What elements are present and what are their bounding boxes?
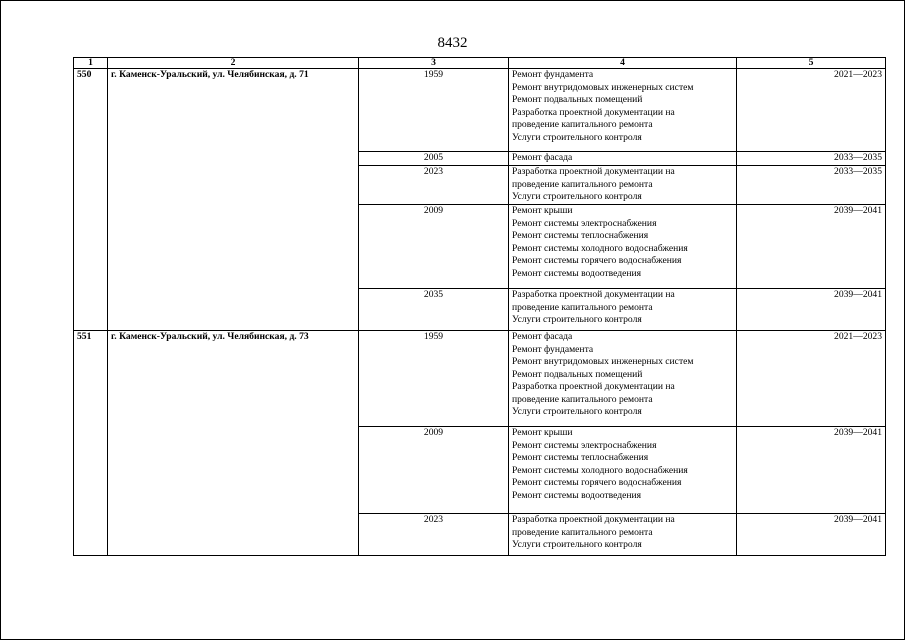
header-row <box>74 58 886 69</box>
column-header: 3 <box>359 58 509 69</box>
work-item: проведение капитального ремонта <box>512 301 653 313</box>
work-item: проведение капитального ремонта <box>512 178 653 190</box>
period-cell: 2039—2041 <box>737 427 886 514</box>
work-item: Разработка проектной документации на <box>512 514 675 525</box>
work-item: Ремонт системы теплоснабжения <box>512 452 649 463</box>
work-item: Ремонт системы холодного водоснабжения <box>512 464 688 476</box>
work-item: Ремонт системы электроснабжения <box>512 439 657 451</box>
work-item: Ремонт фасада <box>512 152 573 163</box>
work-item: Разработка проектной документации на <box>512 289 675 300</box>
column-header: 2 <box>108 58 359 69</box>
work-item: Ремонт подвальных помещений <box>512 94 643 105</box>
work-item: Ремонт крыши <box>512 205 573 216</box>
work-item: Услуги строительного контроля <box>512 406 642 417</box>
work-item: Ремонт системы водоотведения <box>512 267 642 279</box>
work-item: Услуги строительного контроля <box>512 314 642 325</box>
work-item: Разработка проектной документации на <box>512 166 675 177</box>
work-item: Ремонт фундамента <box>512 69 594 80</box>
entry-address: г. Каменск-Уральский, ул. Челябинская, д. 71 <box>108 69 359 331</box>
work-item: Ремонт фасада <box>512 331 573 342</box>
work-item: Ремонт системы теплоснабжения <box>512 230 649 241</box>
period-cell: 2039—2041 <box>737 205 886 289</box>
work-item: Услуги строительного контроля <box>512 131 642 143</box>
period-cell: 2021—2023 <box>737 69 886 152</box>
period-cell: 2033—2035 <box>737 166 886 205</box>
column-header: 1 <box>74 58 108 69</box>
work-item: проведение капитального ремонта <box>512 526 653 538</box>
work-item: Ремонт фундамента <box>512 343 594 355</box>
work-item: Ремонт крыши <box>512 427 573 438</box>
entry-number: 550 <box>74 69 108 331</box>
work-item: Ремонт системы горячего водоснабжения <box>512 255 682 266</box>
work-item: Ремонт внутридомовых инженерных систем <box>512 81 694 93</box>
column-header: 5 <box>737 58 886 69</box>
work-item: Разработка проектной документации на <box>512 381 675 392</box>
table-row <box>74 331 886 427</box>
work-item: Ремонт системы водоотведения <box>512 489 642 501</box>
year-cell: 2005 <box>359 152 509 166</box>
entry-address: г. Каменск-Уральский, ул. Челябинская, д. 73 <box>108 331 359 556</box>
year-cell: 2023 <box>359 166 509 205</box>
period-cell: 2039—2041 <box>737 289 886 331</box>
works-cell <box>509 427 737 514</box>
works-cell <box>509 69 737 152</box>
works-cell <box>509 205 737 289</box>
table-row <box>74 69 886 152</box>
work-item: Ремонт внутридомовых инженерных систем <box>512 356 694 367</box>
work-item: Ремонт подвальных помещений <box>512 368 643 380</box>
table-body <box>74 69 886 556</box>
works-cell <box>509 514 737 556</box>
page-number: 8432 <box>437 35 468 51</box>
period-cell: 2039—2041 <box>737 514 886 556</box>
works-cell <box>509 289 737 331</box>
work-item: Услуги строительного контроля <box>512 539 642 550</box>
period-cell: 2021—2023 <box>737 331 886 427</box>
work-item: Ремонт системы горячего водоснабжения <box>512 477 682 488</box>
period-cell: 2033—2035 <box>737 152 886 166</box>
year-cell: 2009 <box>359 205 509 289</box>
entry-number: 551 <box>74 331 108 556</box>
year-cell: 2035 <box>359 289 509 331</box>
work-item: Ремонт системы электроснабжения <box>512 217 657 229</box>
year-cell: 2023 <box>359 514 509 556</box>
repair-schedule-table <box>73 57 886 556</box>
year-cell: 1959 <box>359 69 509 152</box>
work-item: Ремонт системы холодного водоснабжения <box>512 242 688 254</box>
work-item: проведение капитального ремонта <box>512 119 653 130</box>
year-cell: 2009 <box>359 427 509 514</box>
work-item: Услуги строительного контроля <box>512 191 642 202</box>
work-item: Разработка проектной документации на <box>512 106 675 118</box>
column-header: 4 <box>509 58 737 69</box>
year-cell: 1959 <box>359 331 509 427</box>
works-cell <box>509 166 737 205</box>
works-cell <box>509 152 737 166</box>
works-cell <box>509 331 737 427</box>
work-item: проведение капитального ремонта <box>512 393 653 405</box>
